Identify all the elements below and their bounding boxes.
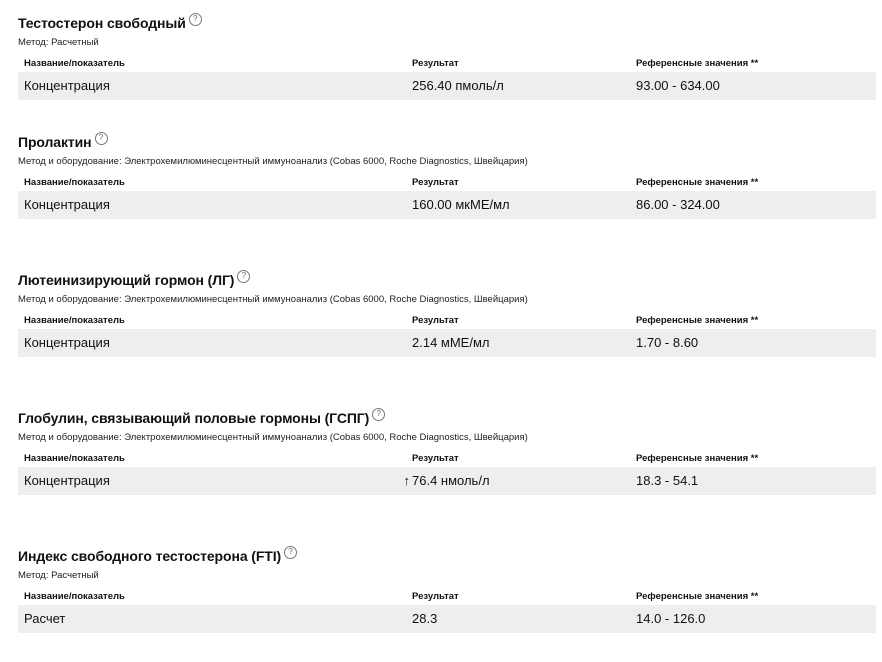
table-header [18, 589, 876, 605]
table-header [18, 451, 876, 467]
header-result: Результат [412, 58, 459, 69]
row-reference: 1.70 - 8.60 [636, 335, 699, 350]
header-reference: Референсные значения ** [636, 591, 759, 602]
help-icon[interactable]: ? [372, 408, 385, 421]
help-icon[interactable]: ? [95, 132, 108, 145]
row-result-cell [412, 329, 490, 357]
high-flag-icon: ↑ [403, 473, 410, 488]
section-fti [18, 546, 876, 633]
section-title: Пролактин [18, 134, 92, 150]
row-result: 28.3 [412, 611, 438, 626]
row-name: Концентрация [24, 335, 110, 350]
header-result: Результат [412, 177, 459, 188]
table-header [18, 313, 876, 329]
header-result: Результат [412, 591, 459, 602]
table-header [18, 175, 876, 191]
row-result-cell [412, 191, 510, 219]
table-row [18, 72, 876, 100]
help-icon[interactable]: ? [237, 270, 250, 283]
row-result: 256.40 пмоль/л [412, 78, 504, 93]
row-result: 160.00 мкМЕ/мл [412, 197, 510, 212]
method-text: Метод и оборудование: Электрохемилюминесцентный иммуноанализ (Cobas 6000, Roche Diagnostics, Швейцария) [18, 156, 528, 167]
row-reference: 93.00 - 634.00 [636, 78, 720, 93]
header-result: Результат [412, 315, 459, 326]
table-row [18, 329, 876, 357]
header-reference: Референсные значения ** [636, 315, 759, 326]
row-result: 76.4 нмоль/л [412, 473, 490, 488]
row-name: Концентрация [24, 473, 110, 488]
section-title: Лютеинизирующий гормон (ЛГ) [18, 272, 235, 288]
header-name: Название/показатель [24, 58, 125, 69]
table-row [18, 467, 876, 495]
row-reference: 86.00 - 324.00 [636, 197, 720, 212]
section-title-row [18, 408, 876, 428]
help-icon[interactable]: ? [189, 13, 202, 26]
row-name: Концентрация [24, 78, 110, 93]
section-title: Индекс свободного тестостерона (FTI) [18, 548, 282, 564]
method-text: Метод и оборудование: Электрохемилюминесцентный иммуноанализ (Cobas 6000, Roche Diagnostics, Швейцария) [18, 294, 528, 305]
header-name: Название/показатель [24, 177, 125, 188]
row-name: Расчет [24, 611, 66, 626]
header-reference: Референсные значения ** [636, 453, 759, 464]
section-shbg [18, 408, 876, 495]
row-result-cell [403, 467, 490, 495]
section-free-testosterone [18, 13, 876, 100]
help-icon[interactable]: ? [284, 546, 297, 559]
row-name: Концентрация [24, 197, 110, 212]
section-title: Тестостерон свободный [18, 15, 186, 31]
header-result: Результат [412, 453, 459, 464]
table-header [18, 56, 876, 72]
header-reference: Референсные значения ** [636, 177, 759, 188]
header-name: Название/показатель [24, 315, 125, 326]
header-reference: Референсные значения ** [636, 58, 759, 69]
section-title-row [18, 546, 876, 566]
row-reference: 18.3 - 54.1 [636, 473, 699, 488]
section-lh [18, 270, 876, 357]
header-name: Название/показатель [24, 591, 125, 602]
section-title-row [18, 270, 876, 290]
section-prolactin [18, 132, 876, 219]
row-result: 2.14 мМЕ/мл [412, 335, 490, 350]
section-title-row [18, 132, 876, 152]
row-reference: 14.0 - 126.0 [636, 611, 706, 626]
section-title-row [18, 13, 876, 33]
row-result-cell [412, 605, 437, 633]
row-result-cell [412, 72, 504, 100]
header-name: Название/показатель [24, 453, 125, 464]
table-row [18, 605, 876, 633]
method-text: Метод и оборудование: Электрохемилюминесцентный иммуноанализ (Cobas 6000, Roche Diagnostics, Швейцария) [18, 432, 528, 443]
method-text: Метод: Расчетный [18, 37, 99, 48]
table-row [18, 191, 876, 219]
method-text: Метод: Расчетный [18, 570, 99, 581]
section-title: Глобулин, связывающий половые гормоны (ГСПГ) [18, 410, 370, 426]
